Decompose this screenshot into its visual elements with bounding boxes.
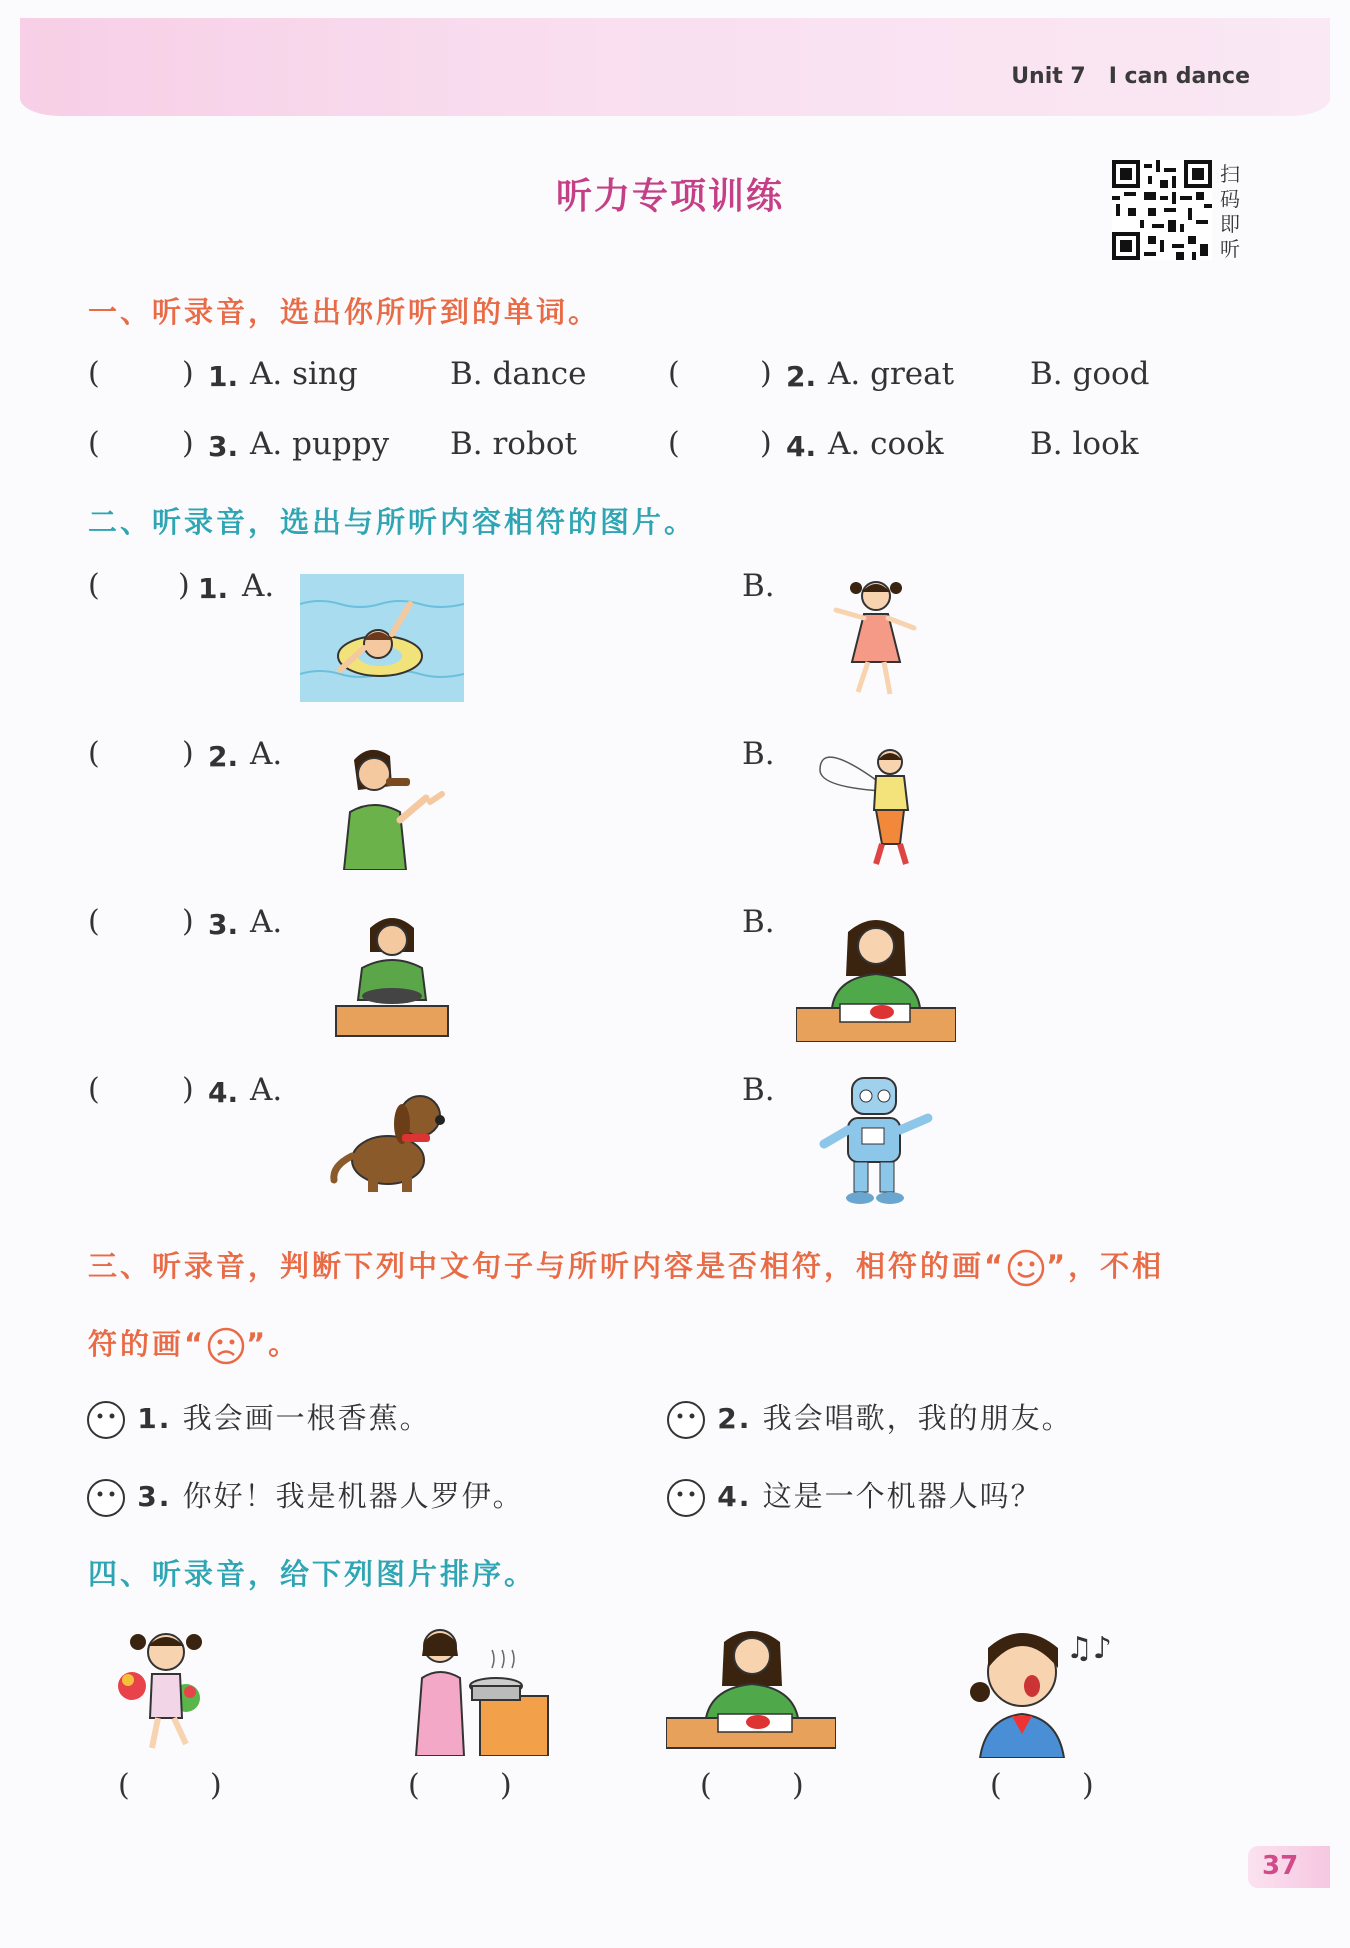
section3-title-line2 [88, 1322, 300, 1366]
option-b-label: B. [742, 904, 775, 940]
answer-paren-close: ) [760, 356, 772, 391]
answer-paren-open[interactable]: ( [88, 356, 100, 391]
smiley-face-icon [1006, 1248, 1046, 1288]
section3-title [88, 1244, 1164, 1288]
section4-title: 四、听录音，给下列图片排序。 [88, 1557, 537, 1591]
option-a-label: A. [242, 568, 275, 604]
skipping-rope-girl-image [816, 740, 940, 870]
answer-paren-open[interactable]: ( [88, 426, 100, 461]
question-number: 3. [208, 430, 239, 463]
answer-paren-close: ) [760, 426, 772, 461]
cooking-woman-image [334, 908, 452, 1038]
section3-title-part2: ”，不相 [1046, 1249, 1165, 1283]
answer-paren-close: ) [500, 1768, 512, 1803]
item-text: 我会唱歌，我的朋友。 [762, 1401, 1073, 1435]
option-a: A. puppy [250, 426, 390, 462]
blank-face-icon[interactable] [666, 1400, 706, 1440]
drawing-girl-image [796, 912, 956, 1042]
option-a: A. great [828, 356, 955, 392]
section3-title-part3: 符的画“ [88, 1327, 207, 1361]
option-b: B. robot [450, 426, 577, 462]
answer-paren-close: ) [182, 426, 194, 461]
item-text: 你好！我是机器人罗伊。 [182, 1479, 524, 1513]
svg-text:♫♪: ♫♪ [1066, 1631, 1113, 1666]
question-number: 3. [208, 908, 239, 941]
s3-item-4 [666, 1474, 1042, 1518]
option-b: B. look [1030, 426, 1139, 462]
robot-image [818, 1074, 934, 1206]
answer-paren-open[interactable]: ( [118, 1768, 130, 1803]
option-b: B. dance [450, 356, 587, 392]
page-number: 37 [1262, 1851, 1299, 1881]
item-number: 1. [137, 1402, 172, 1435]
blank-face-icon[interactable] [86, 1400, 126, 1440]
option-a-label: A. [250, 736, 283, 772]
answer-paren-close: ) [182, 1072, 194, 1107]
question-number: 4. [208, 1076, 239, 1109]
answer-paren-open[interactable]: ( [88, 1072, 100, 1107]
item-text: 我会画一根香蕉。 [182, 1401, 431, 1435]
cheerleader-girl-image [116, 1626, 216, 1756]
item-number: 3. [137, 1480, 172, 1513]
s3-item-1 [86, 1396, 431, 1440]
answer-paren-close: ) [182, 736, 194, 771]
page-title: 听力专项训练 [555, 176, 784, 217]
question-number: 1. [208, 360, 239, 393]
answer-paren-close: ) [178, 568, 190, 603]
unit-label: Unit 7 I can dance [1011, 64, 1250, 89]
answer-paren-close: ) [182, 356, 194, 391]
answer-paren-open[interactable]: ( [668, 426, 680, 461]
singing-woman-image [330, 742, 450, 870]
answer-paren-open[interactable]: ( [668, 356, 680, 391]
answer-paren-close: ) [1082, 1768, 1094, 1803]
question-number: 4. [786, 430, 817, 463]
question-number: 2. [208, 740, 239, 773]
option-b-label: B. [742, 1072, 775, 1108]
s3-item-2 [666, 1396, 1073, 1440]
answer-paren-close: ) [182, 904, 194, 939]
section3-title-part1: 三、听录音，判断下列中文句子与所听内容是否相符，相符的画“ [88, 1249, 1007, 1283]
blank-face-icon[interactable] [666, 1478, 706, 1518]
answer-paren-open[interactable]: ( [88, 736, 100, 771]
sad-face-icon [206, 1326, 246, 1366]
question-number: 1. [198, 572, 229, 605]
singing-girl-image [966, 1618, 1126, 1758]
answer-paren-open[interactable]: ( [88, 904, 100, 939]
section1-title: 一、听录音，选出你所听到的单词。 [88, 295, 601, 329]
cooking-girl-image [400, 1622, 550, 1756]
option-a: A. sing [250, 356, 358, 392]
section3-title-part4: ”。 [246, 1327, 301, 1361]
answer-paren-open[interactable]: ( [88, 568, 100, 603]
qr-caption: 扫码即听 [1220, 162, 1240, 261]
blank-face-icon[interactable] [86, 1478, 126, 1518]
question-number: 2. [786, 360, 817, 393]
item-number: 2. [717, 1402, 752, 1435]
answer-paren-open[interactable]: ( [408, 1768, 420, 1803]
answer-paren-close: ) [210, 1768, 222, 1803]
option-a-label: A. [250, 904, 283, 940]
item-number: 4. [717, 1480, 752, 1513]
answer-paren-open[interactable]: ( [700, 1768, 712, 1803]
item-text: 这是一个机器人吗？ [762, 1479, 1042, 1513]
drawing-girl-image [666, 1626, 836, 1756]
dancing-girl-image [828, 574, 922, 702]
option-b-label: B. [742, 568, 775, 604]
section2-title: 二、听录音，选出与所听内容相符的图片。 [88, 505, 697, 539]
answer-paren-open[interactable]: ( [990, 1768, 1002, 1803]
answer-paren-close: ) [792, 1768, 804, 1803]
swimming-boy-image [300, 574, 464, 702]
puppy-image [328, 1086, 456, 1194]
option-a: A. cook [828, 426, 944, 462]
qr-code-icon[interactable] [1112, 160, 1212, 260]
s3-item-3 [86, 1474, 524, 1518]
option-a-label: A. [250, 1072, 283, 1108]
option-b-label: B. [742, 736, 775, 772]
option-b: B. good [1030, 356, 1150, 392]
